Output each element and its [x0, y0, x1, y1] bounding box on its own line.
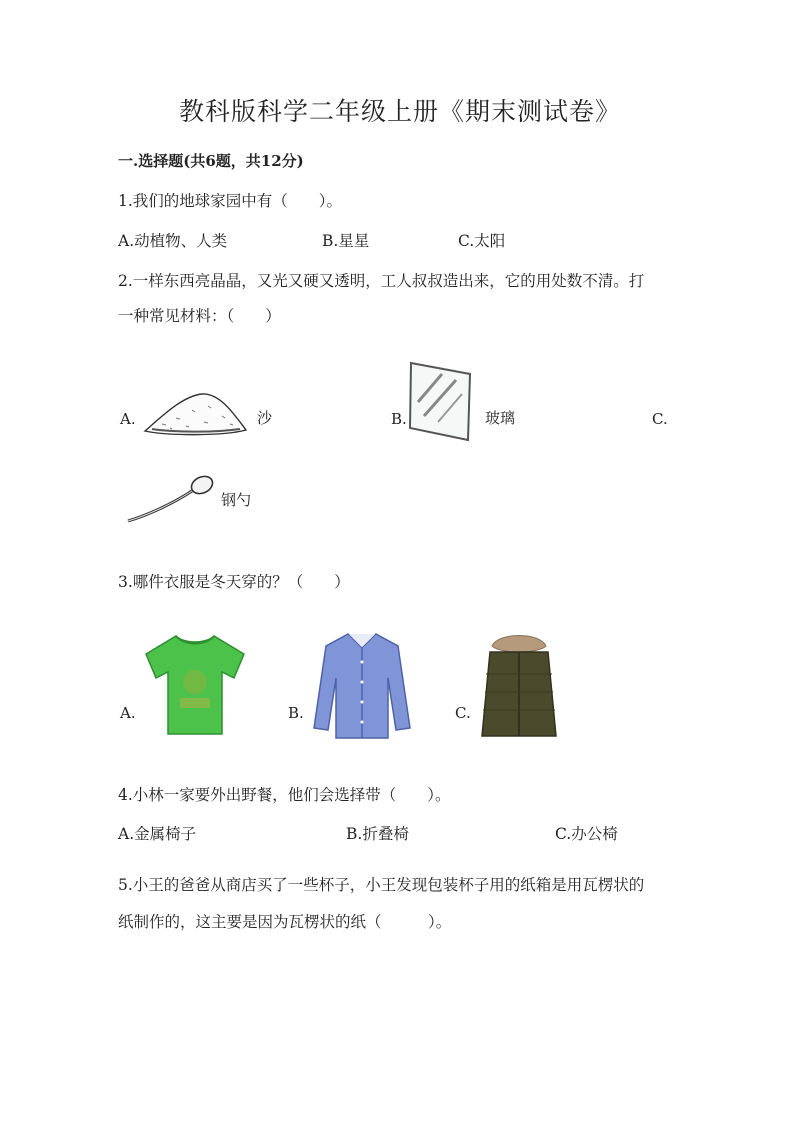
- q4-option-a[interactable]: A.金属椅子: [118, 825, 197, 843]
- winter-jacket-icon: [478, 630, 560, 740]
- q3-option-c-letter[interactable]: C.: [455, 704, 471, 722]
- q2-option-c-label: 钢勺: [221, 491, 252, 509]
- page-title: 教科版科学二年级上册《期末测试卷》: [178, 97, 621, 126]
- q4-option-b[interactable]: B.折叠椅: [346, 825, 409, 843]
- q1-option-a[interactable]: A.动植物、人类: [118, 232, 228, 250]
- sand-pile-icon: [142, 388, 250, 438]
- q2-option-a-letter[interactable]: A.: [120, 410, 136, 428]
- steel-spoon-icon: [122, 470, 218, 528]
- q2-option-b-letter[interactable]: B.: [391, 410, 407, 428]
- q1-option-c[interactable]: C.太阳: [458, 232, 506, 250]
- question-5-line-1: 5.小王的爸爸从商店买了一些杯子，小王发现包装杯子用的纸箱是用瓦楞状的: [118, 876, 645, 894]
- q3-option-b-letter[interactable]: B.: [288, 704, 304, 722]
- blue-shirt-icon: [312, 628, 412, 740]
- question-3: 3.哪件衣服是冬天穿的？（ ）: [118, 573, 350, 591]
- q2-option-c-letter[interactable]: C.: [652, 410, 668, 428]
- question-2-line-2: 一种常见材料：（ ）: [118, 307, 281, 325]
- question-1: 1.我们的地球家园中有（ ）。: [118, 192, 343, 210]
- q4-option-c[interactable]: C.办公椅: [555, 825, 618, 843]
- glass-pane-icon: [408, 360, 474, 442]
- q1-option-b[interactable]: B.星星: [322, 232, 370, 250]
- q2-option-b-label: 玻璃: [485, 409, 516, 427]
- question-2-line-1: 2.一样东西亮晶晶，又光又硬又透明，工人叔叔造出来，它的用处数不清。打: [118, 272, 645, 290]
- q2-option-a-label: 沙: [257, 409, 273, 427]
- q3-option-a-letter[interactable]: A.: [120, 704, 136, 722]
- section-heading: 一.选择题(共6题，共12分): [118, 152, 304, 170]
- question-5-line-2: 纸制作的，这主要是因为瓦楞状的纸（ ）。: [118, 913, 452, 931]
- green-tshirt-icon: [140, 632, 250, 738]
- question-4: 4.小林一家要外出野餐，他们会选择带（ ）。: [118, 786, 451, 804]
